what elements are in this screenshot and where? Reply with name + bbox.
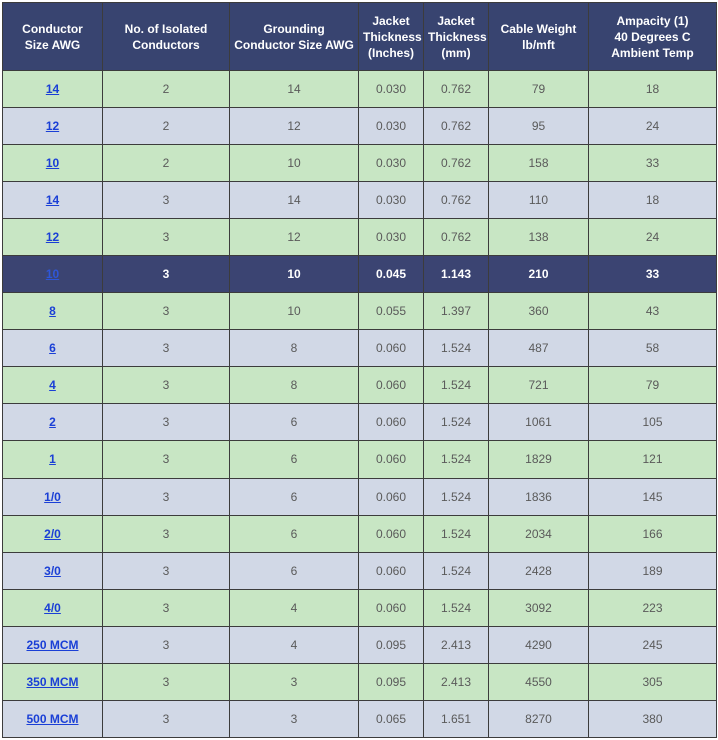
cable-spec-table	[2, 2, 717, 738]
cell-cable-weight: 158	[489, 145, 589, 182]
cell-jacket-inches: 0.095	[359, 626, 424, 663]
cell-jacket-mm: 1.651	[424, 700, 489, 737]
cell-grounding-size: 6	[230, 404, 359, 441]
cell-isolated-conductors: 2	[103, 71, 230, 108]
table-row	[3, 330, 717, 367]
cell-jacket-inches: 0.030	[359, 219, 424, 256]
cell-ampacity: 166	[589, 515, 717, 552]
header-jacket-inches: Jacket Thickness (Inches)	[359, 3, 424, 71]
header-isolated-conductors: No. of Isolated Conductors	[103, 3, 230, 71]
cell-jacket-inches: 0.060	[359, 589, 424, 626]
cell-isolated-conductors: 3	[103, 626, 230, 663]
cell-ampacity: 58	[589, 330, 717, 367]
cell-jacket-mm: 0.762	[424, 108, 489, 145]
table-row	[3, 145, 717, 182]
table-row	[3, 589, 717, 626]
cell-isolated-conductors: 3	[103, 552, 230, 589]
cell-conductor-size	[3, 330, 103, 367]
header-cable-weight: Cable Weight lb/mft	[489, 3, 589, 71]
conductor-size-link[interactable]: 14	[45, 82, 60, 97]
cell-cable-weight: 721	[489, 367, 589, 404]
conductor-size-link[interactable]: 350 MCM	[26, 674, 79, 689]
cell-grounding-size: 10	[230, 256, 359, 293]
cell-grounding-size: 4	[230, 589, 359, 626]
cell-jacket-mm: 0.762	[424, 219, 489, 256]
table-row	[3, 478, 717, 515]
cell-conductor-size	[3, 219, 103, 256]
cell-cable-weight: 110	[489, 182, 589, 219]
conductor-size-link[interactable]: 4/0	[44, 600, 61, 615]
cell-jacket-inches: 0.060	[359, 404, 424, 441]
conductor-size-link[interactable]: 12	[45, 230, 60, 245]
cell-jacket-inches: 0.030	[359, 108, 424, 145]
cell-cable-weight: 487	[489, 330, 589, 367]
cell-jacket-inches: 0.030	[359, 71, 424, 108]
cell-ampacity: 189	[589, 552, 717, 589]
cell-cable-weight: 79	[489, 71, 589, 108]
table-row	[3, 552, 717, 589]
cell-jacket-mm: 0.762	[424, 71, 489, 108]
cell-cable-weight: 2034	[489, 515, 589, 552]
header-conductor-size: Conductor Size AWG	[3, 3, 103, 71]
cell-grounding-size: 12	[230, 108, 359, 145]
cell-jacket-inches: 0.060	[359, 330, 424, 367]
cell-grounding-size: 3	[230, 663, 359, 700]
cell-conductor-size	[3, 700, 103, 737]
cell-grounding-size: 14	[230, 182, 359, 219]
table-row	[3, 367, 717, 404]
cell-jacket-mm: 1.524	[424, 589, 489, 626]
cell-jacket-mm: 0.762	[424, 182, 489, 219]
cell-ampacity: 145	[589, 478, 717, 515]
cell-conductor-size	[3, 256, 103, 293]
cell-jacket-mm: 2.413	[424, 626, 489, 663]
cell-ampacity: 18	[589, 182, 717, 219]
cell-isolated-conductors: 3	[103, 515, 230, 552]
cell-conductor-size	[3, 515, 103, 552]
cell-cable-weight: 1061	[489, 404, 589, 441]
table-row	[3, 515, 717, 552]
cell-jacket-inches: 0.060	[359, 478, 424, 515]
table-row	[3, 182, 717, 219]
cell-jacket-mm: 1.524	[424, 367, 489, 404]
cell-jacket-mm: 1.397	[424, 293, 489, 330]
cell-conductor-size	[3, 552, 103, 589]
conductor-size-link[interactable]: 6	[49, 341, 56, 356]
cell-grounding-size: 3	[230, 700, 359, 737]
cell-conductor-size	[3, 108, 103, 145]
cell-ampacity: 121	[589, 441, 717, 478]
cell-conductor-size	[3, 367, 103, 404]
cell-ampacity: 33	[589, 145, 717, 182]
cell-isolated-conductors: 3	[103, 404, 230, 441]
cell-grounding-size: 14	[230, 71, 359, 108]
cell-jacket-mm: 1.524	[424, 441, 489, 478]
cell-grounding-size: 10	[230, 293, 359, 330]
cell-jacket-inches: 0.060	[359, 441, 424, 478]
table-row	[3, 441, 717, 478]
cell-grounding-size: 6	[230, 515, 359, 552]
cell-isolated-conductors: 3	[103, 589, 230, 626]
cell-grounding-size: 8	[230, 330, 359, 367]
cell-conductor-size	[3, 182, 103, 219]
conductor-size-link[interactable]: 4	[49, 378, 56, 393]
cell-ampacity: 33	[589, 256, 717, 293]
conductor-size-link[interactable]: 500 MCM	[26, 711, 79, 726]
cell-grounding-size: 10	[230, 145, 359, 182]
cell-ampacity: 24	[589, 108, 717, 145]
cell-grounding-size: 4	[230, 626, 359, 663]
cell-cable-weight: 95	[489, 108, 589, 145]
cell-jacket-inches: 0.095	[359, 663, 424, 700]
cell-ampacity: 43	[589, 293, 717, 330]
header-jacket-mm: Jacket Thickness (mm)	[424, 3, 489, 71]
cell-cable-weight: 2428	[489, 552, 589, 589]
cell-grounding-size: 6	[230, 441, 359, 478]
conductor-size-link[interactable]: 8	[49, 304, 56, 319]
cell-cable-weight: 4550	[489, 663, 589, 700]
table-body	[3, 71, 717, 738]
table-row	[3, 256, 717, 293]
cell-jacket-inches: 0.030	[359, 182, 424, 219]
cell-grounding-size: 8	[230, 367, 359, 404]
cell-jacket-inches: 0.065	[359, 700, 424, 737]
table-row	[3, 108, 717, 145]
table-row	[3, 219, 717, 256]
table-row	[3, 626, 717, 663]
cell-jacket-inches: 0.060	[359, 367, 424, 404]
cell-ampacity: 79	[589, 367, 717, 404]
cell-grounding-size: 6	[230, 478, 359, 515]
cell-cable-weight: 210	[489, 256, 589, 293]
cell-isolated-conductors: 3	[103, 219, 230, 256]
cell-jacket-mm: 1.524	[424, 478, 489, 515]
header-row	[3, 3, 717, 71]
cell-isolated-conductors: 3	[103, 478, 230, 515]
cell-cable-weight: 138	[489, 219, 589, 256]
cell-isolated-conductors: 3	[103, 663, 230, 700]
cell-ampacity: 380	[589, 700, 717, 737]
cell-conductor-size	[3, 145, 103, 182]
cell-isolated-conductors: 3	[103, 330, 230, 367]
cell-jacket-mm: 2.413	[424, 663, 489, 700]
conductor-size-link[interactable]: 10	[45, 267, 60, 282]
cell-conductor-size	[3, 404, 103, 441]
cell-jacket-inches: 0.030	[359, 145, 424, 182]
cell-cable-weight: 4290	[489, 626, 589, 663]
header-ampacity: Ampacity (1) 40 Degrees C Ambient Temp	[589, 3, 717, 71]
conductor-size-link[interactable]: 1/0	[44, 489, 61, 504]
conductor-size-link[interactable]: 14	[45, 193, 60, 208]
table-row	[3, 71, 717, 108]
conductor-size-link[interactable]: 2	[49, 415, 56, 430]
conductor-size-link[interactable]: 10	[45, 156, 60, 171]
cell-jacket-mm: 1.524	[424, 330, 489, 367]
cell-jacket-mm: 1.524	[424, 404, 489, 441]
cell-jacket-mm: 1.524	[424, 515, 489, 552]
cell-cable-weight: 8270	[489, 700, 589, 737]
cell-ampacity: 18	[589, 71, 717, 108]
table-row	[3, 404, 717, 441]
cell-conductor-size	[3, 71, 103, 108]
cell-grounding-size: 6	[230, 552, 359, 589]
cell-isolated-conductors: 2	[103, 108, 230, 145]
cell-ampacity: 305	[589, 663, 717, 700]
cell-isolated-conductors: 3	[103, 700, 230, 737]
cell-cable-weight: 1836	[489, 478, 589, 515]
cell-isolated-conductors: 3	[103, 367, 230, 404]
conductor-size-link[interactable]: 12	[45, 119, 60, 134]
cell-cable-weight: 360	[489, 293, 589, 330]
cell-conductor-size	[3, 293, 103, 330]
cell-isolated-conductors: 3	[103, 441, 230, 478]
cell-isolated-conductors: 3	[103, 256, 230, 293]
cell-conductor-size	[3, 626, 103, 663]
cell-ampacity: 24	[589, 219, 717, 256]
cell-conductor-size	[3, 478, 103, 515]
cell-conductor-size	[3, 589, 103, 626]
cell-isolated-conductors: 3	[103, 182, 230, 219]
cell-jacket-inches: 0.060	[359, 515, 424, 552]
cell-ampacity: 223	[589, 589, 717, 626]
cell-ampacity: 245	[589, 626, 717, 663]
cell-jacket-mm: 1.143	[424, 256, 489, 293]
cell-conductor-size	[3, 441, 103, 478]
conductor-size-link[interactable]: 3/0	[44, 563, 61, 578]
cell-isolated-conductors: 3	[103, 293, 230, 330]
cell-ampacity: 105	[589, 404, 717, 441]
conductor-size-link[interactable]: 2/0	[44, 526, 61, 541]
table-row	[3, 293, 717, 330]
cell-jacket-inches: 0.045	[359, 256, 424, 293]
cell-jacket-inches: 0.060	[359, 552, 424, 589]
cell-cable-weight: 1829	[489, 441, 589, 478]
cell-cable-weight: 3092	[489, 589, 589, 626]
table-row	[3, 663, 717, 700]
cell-grounding-size: 12	[230, 219, 359, 256]
cell-jacket-mm: 1.524	[424, 552, 489, 589]
cell-jacket-inches: 0.055	[359, 293, 424, 330]
cell-isolated-conductors: 2	[103, 145, 230, 182]
table-row	[3, 700, 717, 737]
cell-conductor-size	[3, 663, 103, 700]
conductor-size-link[interactable]: 1	[49, 452, 56, 467]
header-grounding-size: Grounding Conductor Size AWG	[230, 3, 359, 71]
cell-jacket-mm: 0.762	[424, 145, 489, 182]
conductor-size-link[interactable]: 250 MCM	[26, 637, 79, 652]
